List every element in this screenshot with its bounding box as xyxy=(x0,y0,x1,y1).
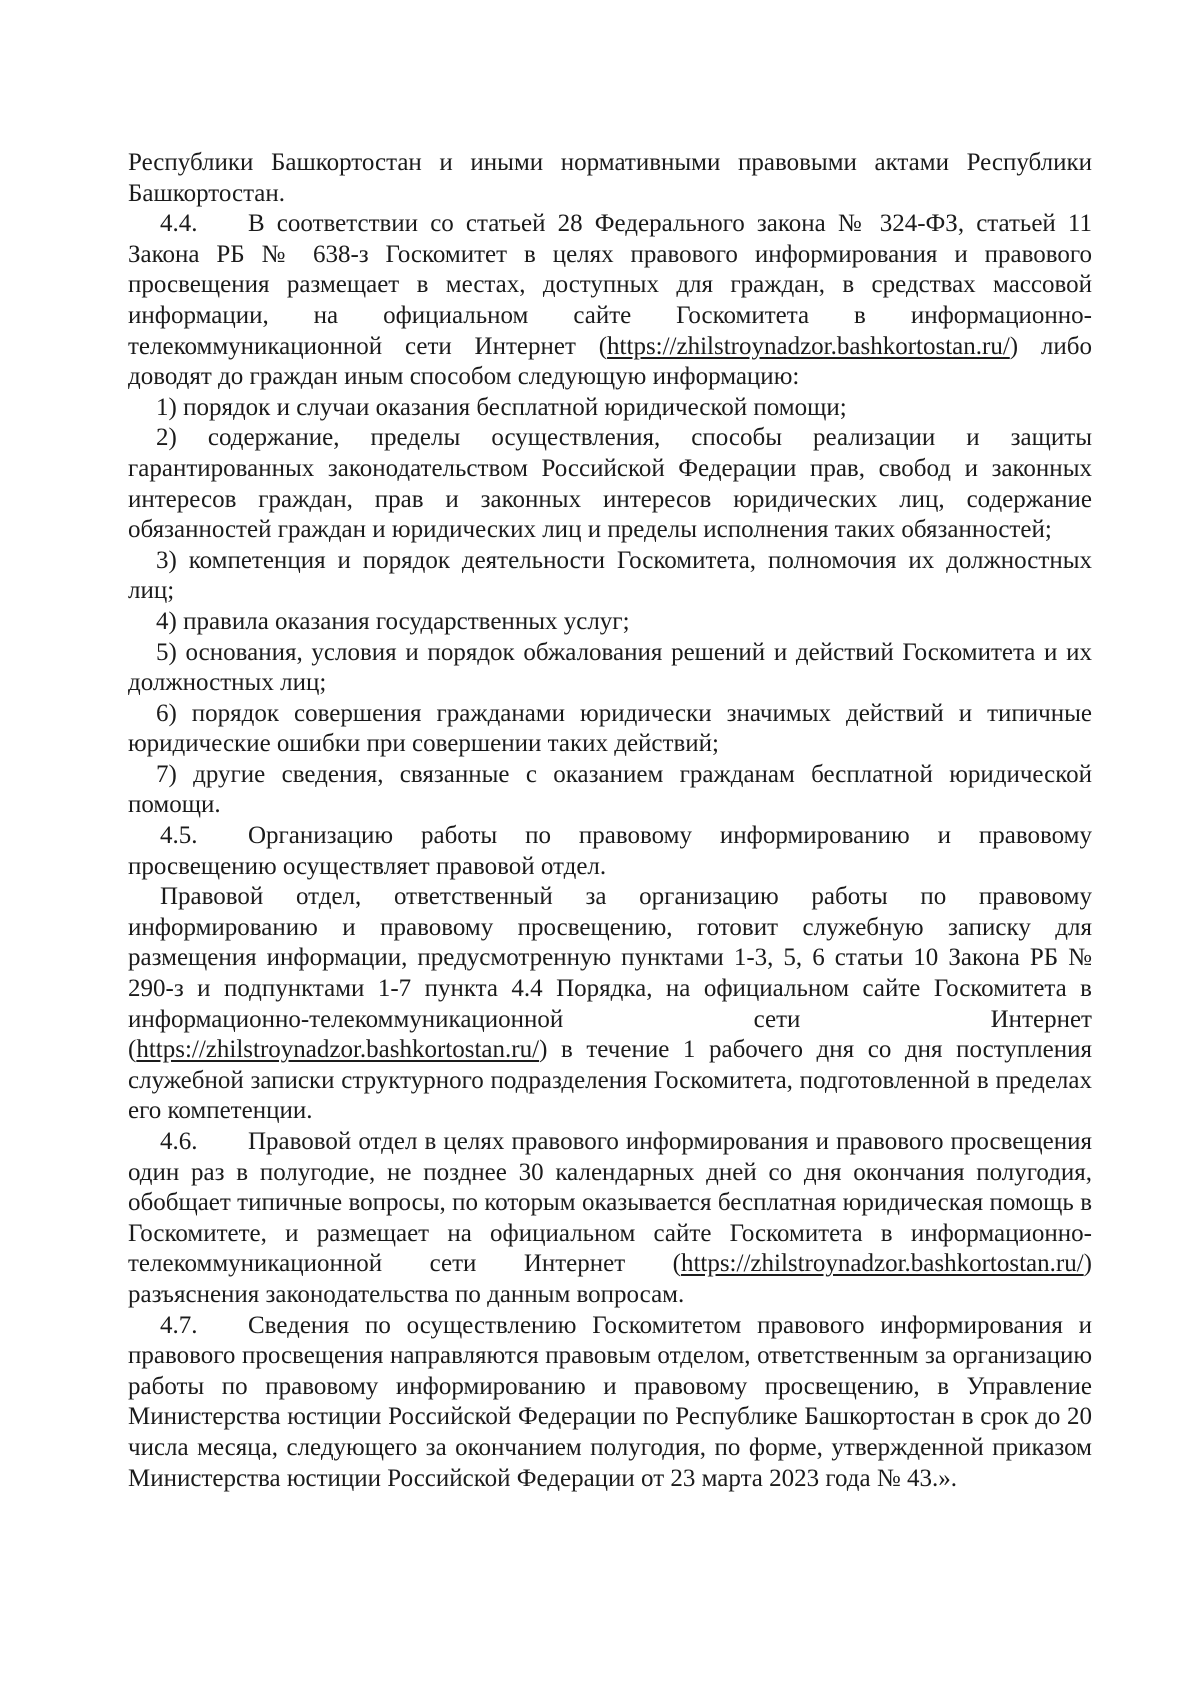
paragraph-text: Республики Башкортостан и иными нормативными правовыми актами Республики Башкортостан. xyxy=(128,149,1092,207)
paragraph-text: Организацию работы по правовому информированию и правовому просвещению осуществляет правовой отдел. xyxy=(128,822,1092,880)
list-item xyxy=(128,546,1092,607)
section-4-7 xyxy=(128,1311,1092,1495)
list-item xyxy=(128,699,1092,760)
section-number: 4.7. xyxy=(160,1311,198,1339)
website-link[interactable]: https://zhilstroynadzor.bashkortostan.ru/ xyxy=(136,1036,540,1064)
list-item xyxy=(128,423,1092,545)
paragraph-text: В соответствии со статьей 28 Федерального закона № 324-ФЗ, статьей 11 Закона РБ № 638-з Госкомитет в целях правового информирования и правового просвещения размещает в местах, доступных для граждан, в средствах массовой информации, на официальном сайте Госкомитета в информационно-телекоммуникационной сети Интернет ( xyxy=(128,210,1092,360)
paragraph-continuation xyxy=(128,148,1092,209)
paragraph-text: ) разъяснения законодательства по данным вопросам. xyxy=(128,1250,1092,1308)
list-item-text: 7) другие сведения, связанные с оказанием гражданам бесплатной юридической помощи. xyxy=(128,760,1092,819)
section-4-6 xyxy=(128,1127,1092,1311)
website-link[interactable]: https://zhilstroynadzor.bashkortostan.ru/ xyxy=(680,1250,1084,1278)
document-body xyxy=(128,148,1092,1494)
paragraph-text: ) в течение 1 рабочего дня со дня поступления служебной записки структурного подразделения Госкомитета, подготовленной в пределах его компетенции. xyxy=(128,1036,1092,1125)
website-link[interactable]: https://zhilstroynadzor.bashkortostan.ru/ xyxy=(607,332,1010,360)
paragraph-text: Правовой отдел в целях правового информирования и правового просвещения один раз в полугодие, не позднее 30 календарных дней со дня окончания полугодия, обобщает типичные вопросы, по которым оказывается бесплатная юридическая помощь в Госкомитете, и размещает на официальном сайте Госкомитета в информационно- телекоммуникационной сети Интернет ( xyxy=(128,1128,1092,1278)
section-number: 4.4. xyxy=(160,210,198,238)
paragraph-text: ) либо доводят до граждан иным способом следующую информацию: xyxy=(128,332,1092,391)
list-item-text: 6) порядок совершения гражданами юридически значимых действий и типичные юридические ошибки при совершении таких действий; xyxy=(128,699,1092,758)
list-item-text: 4) правила оказания государственных услуг; xyxy=(156,607,630,635)
section-4-5 xyxy=(128,821,1092,882)
paragraph-text: Сведения по осуществлению Госкомитетом правового информирования и правового просвещения направляются правовым отделом, ответственным за организацию работы по правовому информированию и правовому просвещению, в Управление Министерства юстиции Российской Федерации по Республике Башкортостан в срок до 20 числа месяца, следующего за окончанием полугодия, по форме, утвержденной приказом Министерства юстиции Российской Федерации от 23 марта 2023 года № 43.». xyxy=(128,1311,1092,1492)
list-item xyxy=(128,638,1092,699)
list-item-text: 3) компетенция и порядок деятельности Госкомитета, полномочия их должностных лиц; xyxy=(128,546,1092,605)
list-item-text: 5) основания, условия и порядок обжалования решений и действий Госкомитета и их должностных лиц; xyxy=(128,638,1092,697)
section-4-4 xyxy=(128,209,1092,393)
list-item-text: 1) порядок и случаи оказания бесплатной юридической помощи; xyxy=(156,393,847,421)
list-item xyxy=(128,393,1092,424)
paragraph-text: Правовой отдел, ответственный за организацию работы по правовому информированию и правовому просвещению, готовит служебную записку для размещения информации, предусмотренную пунктами 1-3, 5, 6 статьи 10 Закона РБ № 290-з и подпунктами 1-7 пункта 4.4 Порядка, на официальном сайте Госкомитета в информационно-телекоммуникационной сети Интернет ( xyxy=(128,883,1092,1064)
paragraph-legal-department xyxy=(128,882,1092,1127)
list-item xyxy=(128,760,1092,821)
list-item xyxy=(128,607,1092,638)
list-item-text: 2) содержание, пределы осуществления, способы реализации и защиты гарантированных законодательством Российской Федерации прав, свобод и законных интересов граждан, прав и законных интересов юридических лиц, содержание обязанностей граждан и юридических лиц и пределы исполнения таких обязанностей; xyxy=(128,424,1092,544)
section-number: 4.5. xyxy=(160,822,198,850)
section-number: 4.6. xyxy=(160,1128,198,1155)
